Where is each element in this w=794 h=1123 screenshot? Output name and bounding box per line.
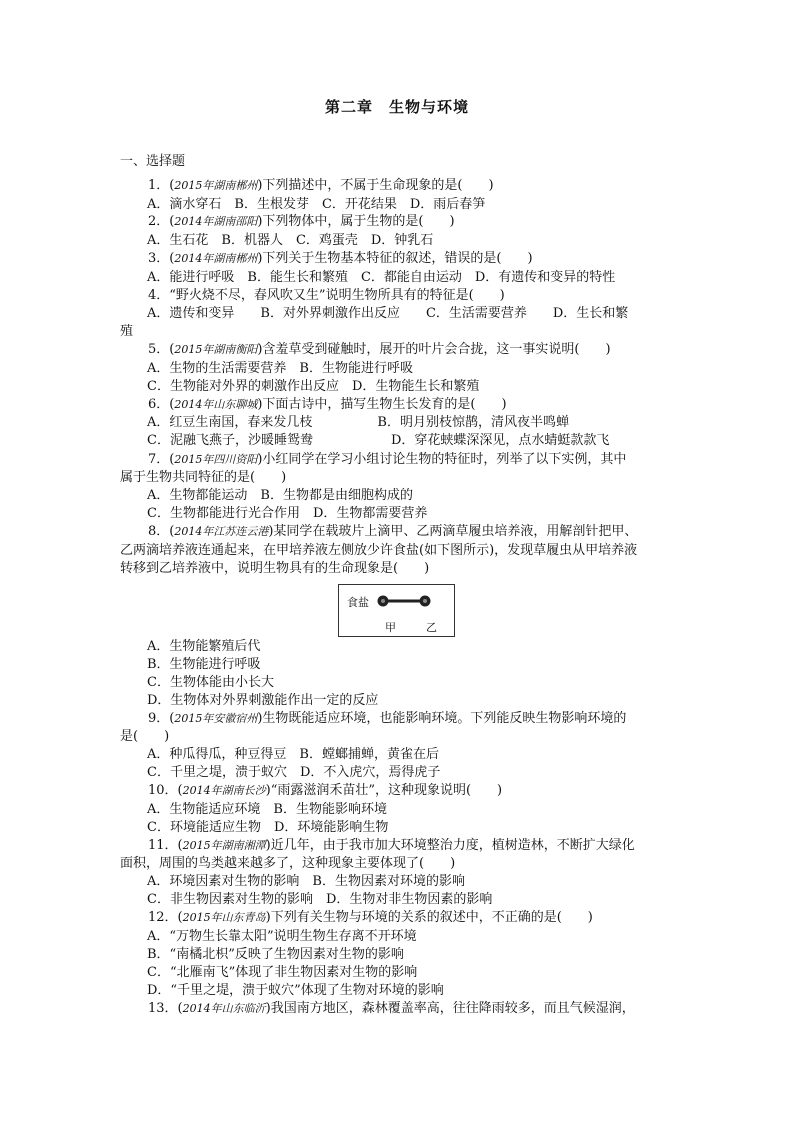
question-text: )“雨露滋润禾苗壮”，这种现象说明( ): [265, 783, 503, 798]
question-number: 10．(: [148, 783, 183, 798]
text-line: 是( ): [120, 729, 170, 744]
question-text: )某同学在载玻片上滴甲、乙两滴草履虫培养液，用解剖针把甲、: [268, 524, 638, 539]
text-line: A．种瓜得瓜，种豆得豆 B．螳螂捕蝉，黄雀在后: [147, 747, 439, 762]
text-line: A．生石花 B．机器人 C．鸡蛋壳 D．钟乳石: [147, 233, 434, 248]
text-line: [148, 910, 593, 926]
experiment-figure: [338, 584, 455, 637]
question-source: 2015年四川资阳: [174, 453, 258, 466]
text-line: B．生物能进行呼吸: [147, 657, 261, 672]
question-text: )近几年，由于我市加大环境整治力度，植树造林，不断扩大绿化: [265, 838, 635, 853]
question-number: 12．(: [148, 910, 183, 925]
question-source: 2014年湖南郴州: [174, 252, 258, 265]
text-line: [148, 342, 611, 358]
text-line: 面积，周围的鸟类越来越多了，这种现象主要体现了( ): [120, 856, 456, 871]
connecting-channel: [388, 600, 420, 603]
question-number: 11．(: [148, 838, 183, 853]
text-line: [148, 1001, 635, 1017]
text-line: C．环境能适应生物 D．环境能影响生物: [147, 820, 389, 835]
question-text: )小红同学在学习小组讨论生物的特征时，列举了以下实例，其中: [257, 452, 627, 467]
text-line: C．“北雁南飞”体现了非生物因素对生物的影响: [147, 965, 418, 980]
text-line: C．生物能对外界的刺激作出反应 D．生物能生长和繁殖: [147, 379, 480, 394]
text-line: [148, 838, 635, 854]
text-line: [148, 251, 533, 267]
text-line: [148, 783, 502, 799]
text-line: B．“南橘北枳”反映了生物因素对生物的影响: [147, 947, 404, 962]
question-source: 2014年山东临沂: [182, 1002, 266, 1015]
text-line: A．生物能适应环境 B．生物能影响环境: [147, 802, 387, 817]
question-number: 5．(: [148, 342, 175, 357]
text-line: [148, 711, 626, 727]
question-number: 13．(: [148, 1001, 183, 1016]
text-line: 乙两滴培养液连通起来，在甲培养液左侧放少许食盐(如下图所示)，发现草履虫从甲培养液: [120, 543, 638, 558]
text-line: A．环境因素对生物的影响 B．生物因素对环境的影响: [147, 874, 465, 889]
text-line: A．红豆生南国，春来发几枝 B．明月别枝惊鹊，清风夜半鸣蝉: [147, 415, 569, 430]
question-number: 2．(: [148, 214, 175, 229]
question-text: )生物既能适应环境，也能影响环境。下列能反映生物影响环境的: [257, 711, 627, 726]
text-line: [148, 452, 626, 468]
text-line: [148, 214, 455, 230]
text-line: A．生物能繁殖后代: [147, 639, 261, 654]
text-line: A．遗传和变异 B．对外界刺激作出反应 C．生活需要营养 D．生长和繁: [147, 306, 629, 321]
text-line: C．泥融飞燕子，沙暖睡鸳鸯 D．穿花蛱蝶深深见，点水蜻蜓款款飞: [147, 433, 610, 448]
label-yi: 乙: [426, 621, 437, 634]
question-number: 7．(: [148, 452, 175, 467]
text-line: C．生物体能由小长大: [147, 675, 274, 690]
text-line: A．能进行呼吸 B．能生长和繁殖 C．都能自由运动 D．有遗传和变异的特性: [147, 270, 616, 285]
text-line: [148, 524, 637, 540]
text-line: 4．“野火烧不尽，春风吹又生”说明生物所具有的特征是( ): [148, 288, 505, 303]
question-text: )下列有关生物与环境的关系的叙述中，不正确的是( ): [265, 910, 593, 925]
text-line: 殖: [120, 324, 134, 339]
salt-label: 食盐: [347, 596, 369, 609]
text-line: 转移到乙培养液中，说明生物具有的生命现象是( ): [120, 561, 430, 576]
droplet-b-highlight: [423, 599, 427, 603]
question-text: )含羞草受到碰触时，展开的叶片会合拢，这一事实说明( ): [257, 342, 611, 357]
text-line: [148, 397, 507, 413]
text-line: A．生物的生活需要营养 B．生物能进行呼吸: [147, 361, 413, 376]
question-source: 2015年湖南湘潭: [182, 839, 266, 852]
chapter-title: 第二章 生物与环境: [324, 98, 469, 116]
question-source: 2015年湖南衡阳: [174, 343, 258, 356]
question-source: 2015年安徽宿州: [174, 712, 258, 725]
label-jia: 甲: [385, 621, 396, 634]
text-line: A．“万物生长靠太阳”说明生物生存离不开环境: [147, 929, 417, 944]
question-number: 1．(: [148, 178, 175, 193]
text-line: 属于生物共同特征的是( ): [120, 470, 287, 485]
question-source: 2015年湖南郴州: [174, 179, 258, 192]
text-line: C．非生物因素对生物的影响 D．生物对非生物因素的影响: [147, 892, 493, 907]
question-source: 2014年湖南邵阳: [174, 215, 258, 228]
question-source: 2014年山东聊城: [174, 398, 258, 411]
question-number: 6．(: [148, 397, 175, 412]
question-text: )下列物体中，属于生物的是( ): [257, 214, 455, 229]
text-line: [148, 178, 494, 194]
question-source: 2014年江苏连云港: [174, 525, 269, 538]
text-line: D．“千里之堤，溃于蚁穴”体现了生物对环境的影响: [147, 983, 444, 998]
question-text: )下列关于生物基本特征的叙述，错误的是( ): [257, 251, 533, 266]
text-line: C．生物都能进行光合作用 D．生物都需要营养: [147, 506, 428, 521]
question-number: 8．(: [148, 524, 175, 539]
section-heading: 一、选择题: [120, 154, 186, 169]
text-line: D．生物体对外界刺激能作出一定的反应: [147, 693, 379, 708]
question-source: 2015年山东青岛: [182, 911, 266, 924]
question-text: )我国南方地区，森林覆盖率高，往往降雨较多，而且气候湿润，: [265, 1001, 635, 1016]
question-source: 2014年湖南长沙: [182, 784, 266, 797]
question-text: )下列描述中，不属于生命现象的是( ): [257, 178, 494, 193]
question-text: )下面古诗中，描写生物生长发育的是( ): [257, 397, 507, 412]
question-number: 9．(: [148, 711, 175, 726]
text-line: A．生物都能运动 B．生物都是由细胞构成的: [147, 488, 413, 503]
text-line: C．千里之堤，溃于蚁穴 D．不入虎穴，焉得虎子: [147, 765, 441, 780]
droplet-a-highlight: [381, 599, 385, 603]
droplet-diagram: [339, 585, 456, 638]
text-line: A．滴水穿石 B．生根发芽 C．开花结果 D．雨后春笋: [147, 197, 486, 212]
question-number: 3．(: [148, 251, 175, 266]
